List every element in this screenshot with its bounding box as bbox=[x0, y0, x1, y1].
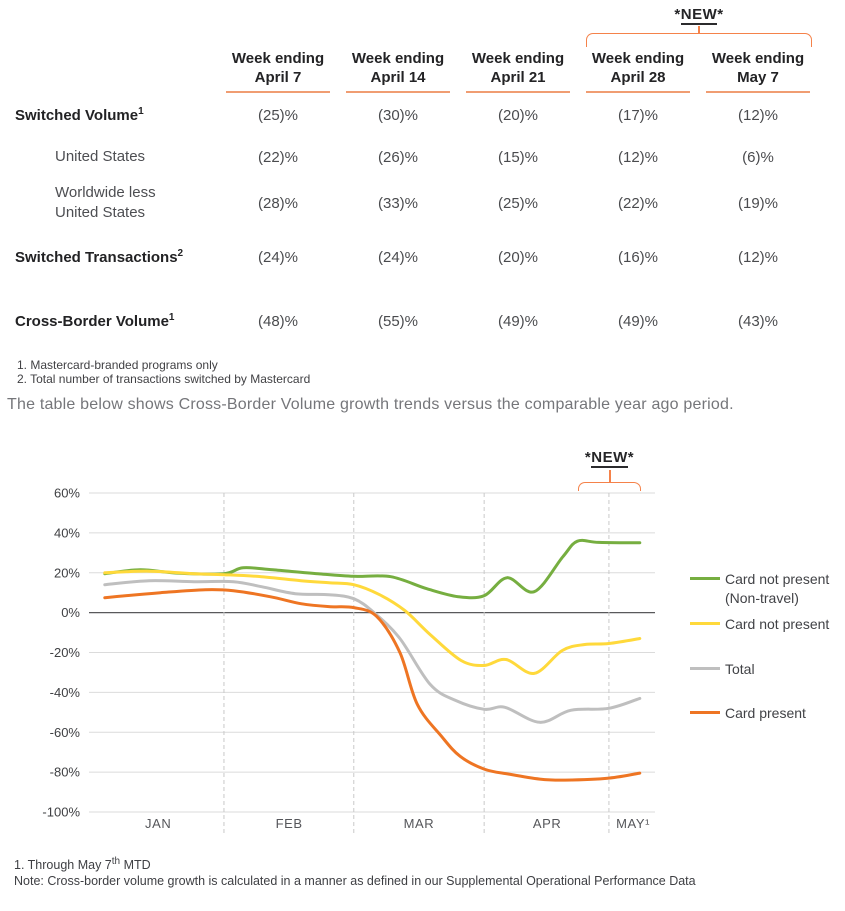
metric-value: (17)% bbox=[617, 106, 658, 124]
table-row-worldwide-less-united-states bbox=[15, 180, 818, 226]
row-label bbox=[15, 183, 190, 223]
row-label-text: Worldwide less United States bbox=[55, 184, 156, 221]
metric-value: (20)% bbox=[497, 106, 538, 124]
column-header-line1: Week ending bbox=[711, 50, 805, 67]
metrics-table-header-row bbox=[15, 48, 818, 96]
row-label-superscript: 1 bbox=[168, 312, 175, 323]
table-row-switched-volume bbox=[15, 96, 818, 134]
chart-footnotes bbox=[14, 854, 696, 889]
y-axis-label: 0% bbox=[61, 605, 80, 621]
table-row-cross-border-volume bbox=[15, 288, 818, 354]
y-axis-label: -20% bbox=[49, 645, 80, 660]
metric-value: (16)% bbox=[617, 248, 658, 266]
metric-value: (25)% bbox=[497, 194, 538, 212]
chart-legend bbox=[690, 440, 845, 840]
column-header-line2: April 28 bbox=[610, 69, 666, 86]
intro-text: The table below shows Cross-Border Volume growth trends versus the comparable year ago period. bbox=[7, 396, 734, 413]
legend-swatch bbox=[690, 667, 720, 670]
y-axis-label: -40% bbox=[49, 684, 80, 700]
table-row-united-states bbox=[15, 134, 818, 180]
legend-item-card-not-present bbox=[690, 615, 829, 634]
legend-item-total bbox=[690, 660, 755, 679]
table-footnote-1: 1. Mastercard-branded programs only bbox=[17, 358, 218, 372]
legend-label-line: Total bbox=[725, 661, 755, 677]
metric-value: (24)% bbox=[377, 248, 418, 266]
x-axis-label: MAY¹ bbox=[616, 816, 651, 831]
legend-swatch bbox=[690, 622, 720, 625]
metrics-table-body bbox=[15, 96, 818, 354]
table-new-label: *NEW* bbox=[674, 6, 724, 23]
series-line-card-not-present-non-travel- bbox=[105, 540, 640, 597]
table-new-bracket bbox=[586, 33, 812, 47]
metric-value: (22)% bbox=[257, 148, 298, 166]
metric-value: (22)% bbox=[617, 194, 658, 212]
chart-footnote-1: 1. Through May 7th MTD bbox=[14, 856, 151, 873]
metric-value: (30)% bbox=[377, 106, 418, 124]
metric-value: (43)% bbox=[737, 312, 778, 330]
x-axis-label: JAN bbox=[145, 816, 172, 831]
metric-value: (20)% bbox=[497, 248, 538, 266]
column-header-line1: Week ending bbox=[471, 50, 565, 67]
row-label-text: Switched Volume bbox=[15, 107, 139, 124]
legend-item-card-present bbox=[690, 704, 806, 723]
x-axis-label: MAR bbox=[403, 816, 435, 831]
column-header-5 bbox=[698, 48, 818, 93]
column-header-line2: April 21 bbox=[490, 69, 546, 86]
row-label bbox=[15, 248, 218, 266]
chart-new-bracket bbox=[578, 482, 641, 491]
column-header-text bbox=[346, 49, 450, 93]
legend-label-line: Card present bbox=[725, 705, 806, 721]
legend-swatch bbox=[690, 577, 720, 580]
metric-value: (48)% bbox=[257, 312, 298, 330]
column-header-1 bbox=[218, 48, 338, 93]
legend-label-line: Card not present bbox=[725, 571, 830, 587]
x-axis-label: APR bbox=[532, 816, 562, 831]
metric-value: (25)% bbox=[257, 106, 298, 124]
metrics-table bbox=[15, 48, 818, 386]
column-header-line1: Week ending bbox=[591, 50, 685, 67]
row-label-superscript: 2 bbox=[177, 248, 184, 259]
series-line-card-not-present bbox=[105, 571, 640, 673]
column-header-line1: Week ending bbox=[231, 50, 325, 67]
column-header-line1: Week ending bbox=[351, 50, 445, 67]
metric-value: (24)% bbox=[257, 248, 298, 266]
cross-border-chart-section bbox=[0, 440, 845, 840]
metric-value: (33)% bbox=[377, 194, 418, 212]
y-axis-label: -80% bbox=[49, 764, 80, 780]
y-axis-label: -60% bbox=[49, 724, 80, 740]
legend-item-card-not-present-non-travel- bbox=[690, 570, 829, 608]
table-footnote-2: 2. Total number of transactions switched by Mastercard bbox=[17, 372, 311, 386]
column-header-text bbox=[706, 49, 810, 93]
metric-value: (55)% bbox=[377, 312, 418, 330]
chart-new-badge bbox=[578, 448, 641, 491]
column-header-3 bbox=[458, 48, 578, 93]
column-header-2 bbox=[338, 48, 458, 93]
column-header-4 bbox=[578, 48, 698, 93]
y-axis-label: 20% bbox=[53, 565, 80, 581]
chart-footnote-note: Note: Cross-border volume growth is calculated in a manner as defined in our Supplemental Operational Performance Data bbox=[14, 874, 696, 889]
row-label-text: Switched Transactions bbox=[15, 249, 178, 266]
legend-label bbox=[725, 570, 829, 608]
y-axis-label: -100% bbox=[42, 804, 80, 820]
metric-value: (28)% bbox=[257, 194, 298, 212]
column-header-text bbox=[226, 49, 330, 93]
row-label-superscript: 1 bbox=[138, 106, 144, 117]
metric-value: (12)% bbox=[617, 148, 658, 166]
column-header-line2: May 7 bbox=[737, 69, 779, 86]
metric-value: (6)% bbox=[742, 148, 774, 166]
metric-value: (49)% bbox=[497, 312, 538, 330]
metric-value: (12)% bbox=[737, 248, 778, 266]
metric-value: (19)% bbox=[737, 194, 778, 212]
column-header-text bbox=[466, 49, 570, 93]
row-label-text: Cross-Border Volume bbox=[15, 313, 169, 330]
column-header-line2: April 7 bbox=[254, 69, 302, 86]
metric-value: (26)% bbox=[377, 148, 418, 166]
chart-new-bracket-tick bbox=[609, 470, 611, 483]
y-axis-label: 60% bbox=[53, 485, 80, 501]
row-label-text: United States bbox=[55, 148, 146, 165]
legend-label bbox=[725, 704, 806, 723]
metric-value: (12)% bbox=[737, 106, 778, 124]
y-axis-label: 40% bbox=[53, 525, 80, 541]
series-line-card-present bbox=[105, 590, 640, 781]
table-footnotes bbox=[15, 358, 818, 386]
row-label bbox=[15, 106, 218, 124]
metric-value: (49)% bbox=[617, 312, 658, 330]
column-header-text bbox=[586, 49, 690, 93]
table-new-bracket-tick bbox=[698, 26, 700, 34]
row-label bbox=[15, 147, 190, 167]
legend-label bbox=[725, 660, 755, 679]
x-axis-label: FEB bbox=[275, 816, 303, 831]
row-label bbox=[15, 312, 218, 330]
legend-label-line: Card not present bbox=[725, 616, 830, 632]
column-header-line2: April 14 bbox=[370, 69, 426, 86]
chart-new-label: *NEW* bbox=[584, 449, 635, 466]
table-row-switched-transactions bbox=[15, 226, 818, 288]
legend-label-line: (Non-travel) bbox=[725, 590, 799, 606]
table-new-badge bbox=[586, 5, 812, 47]
legend-swatch bbox=[690, 711, 720, 714]
legend-label bbox=[725, 615, 829, 634]
metric-value: (15)% bbox=[497, 148, 538, 166]
